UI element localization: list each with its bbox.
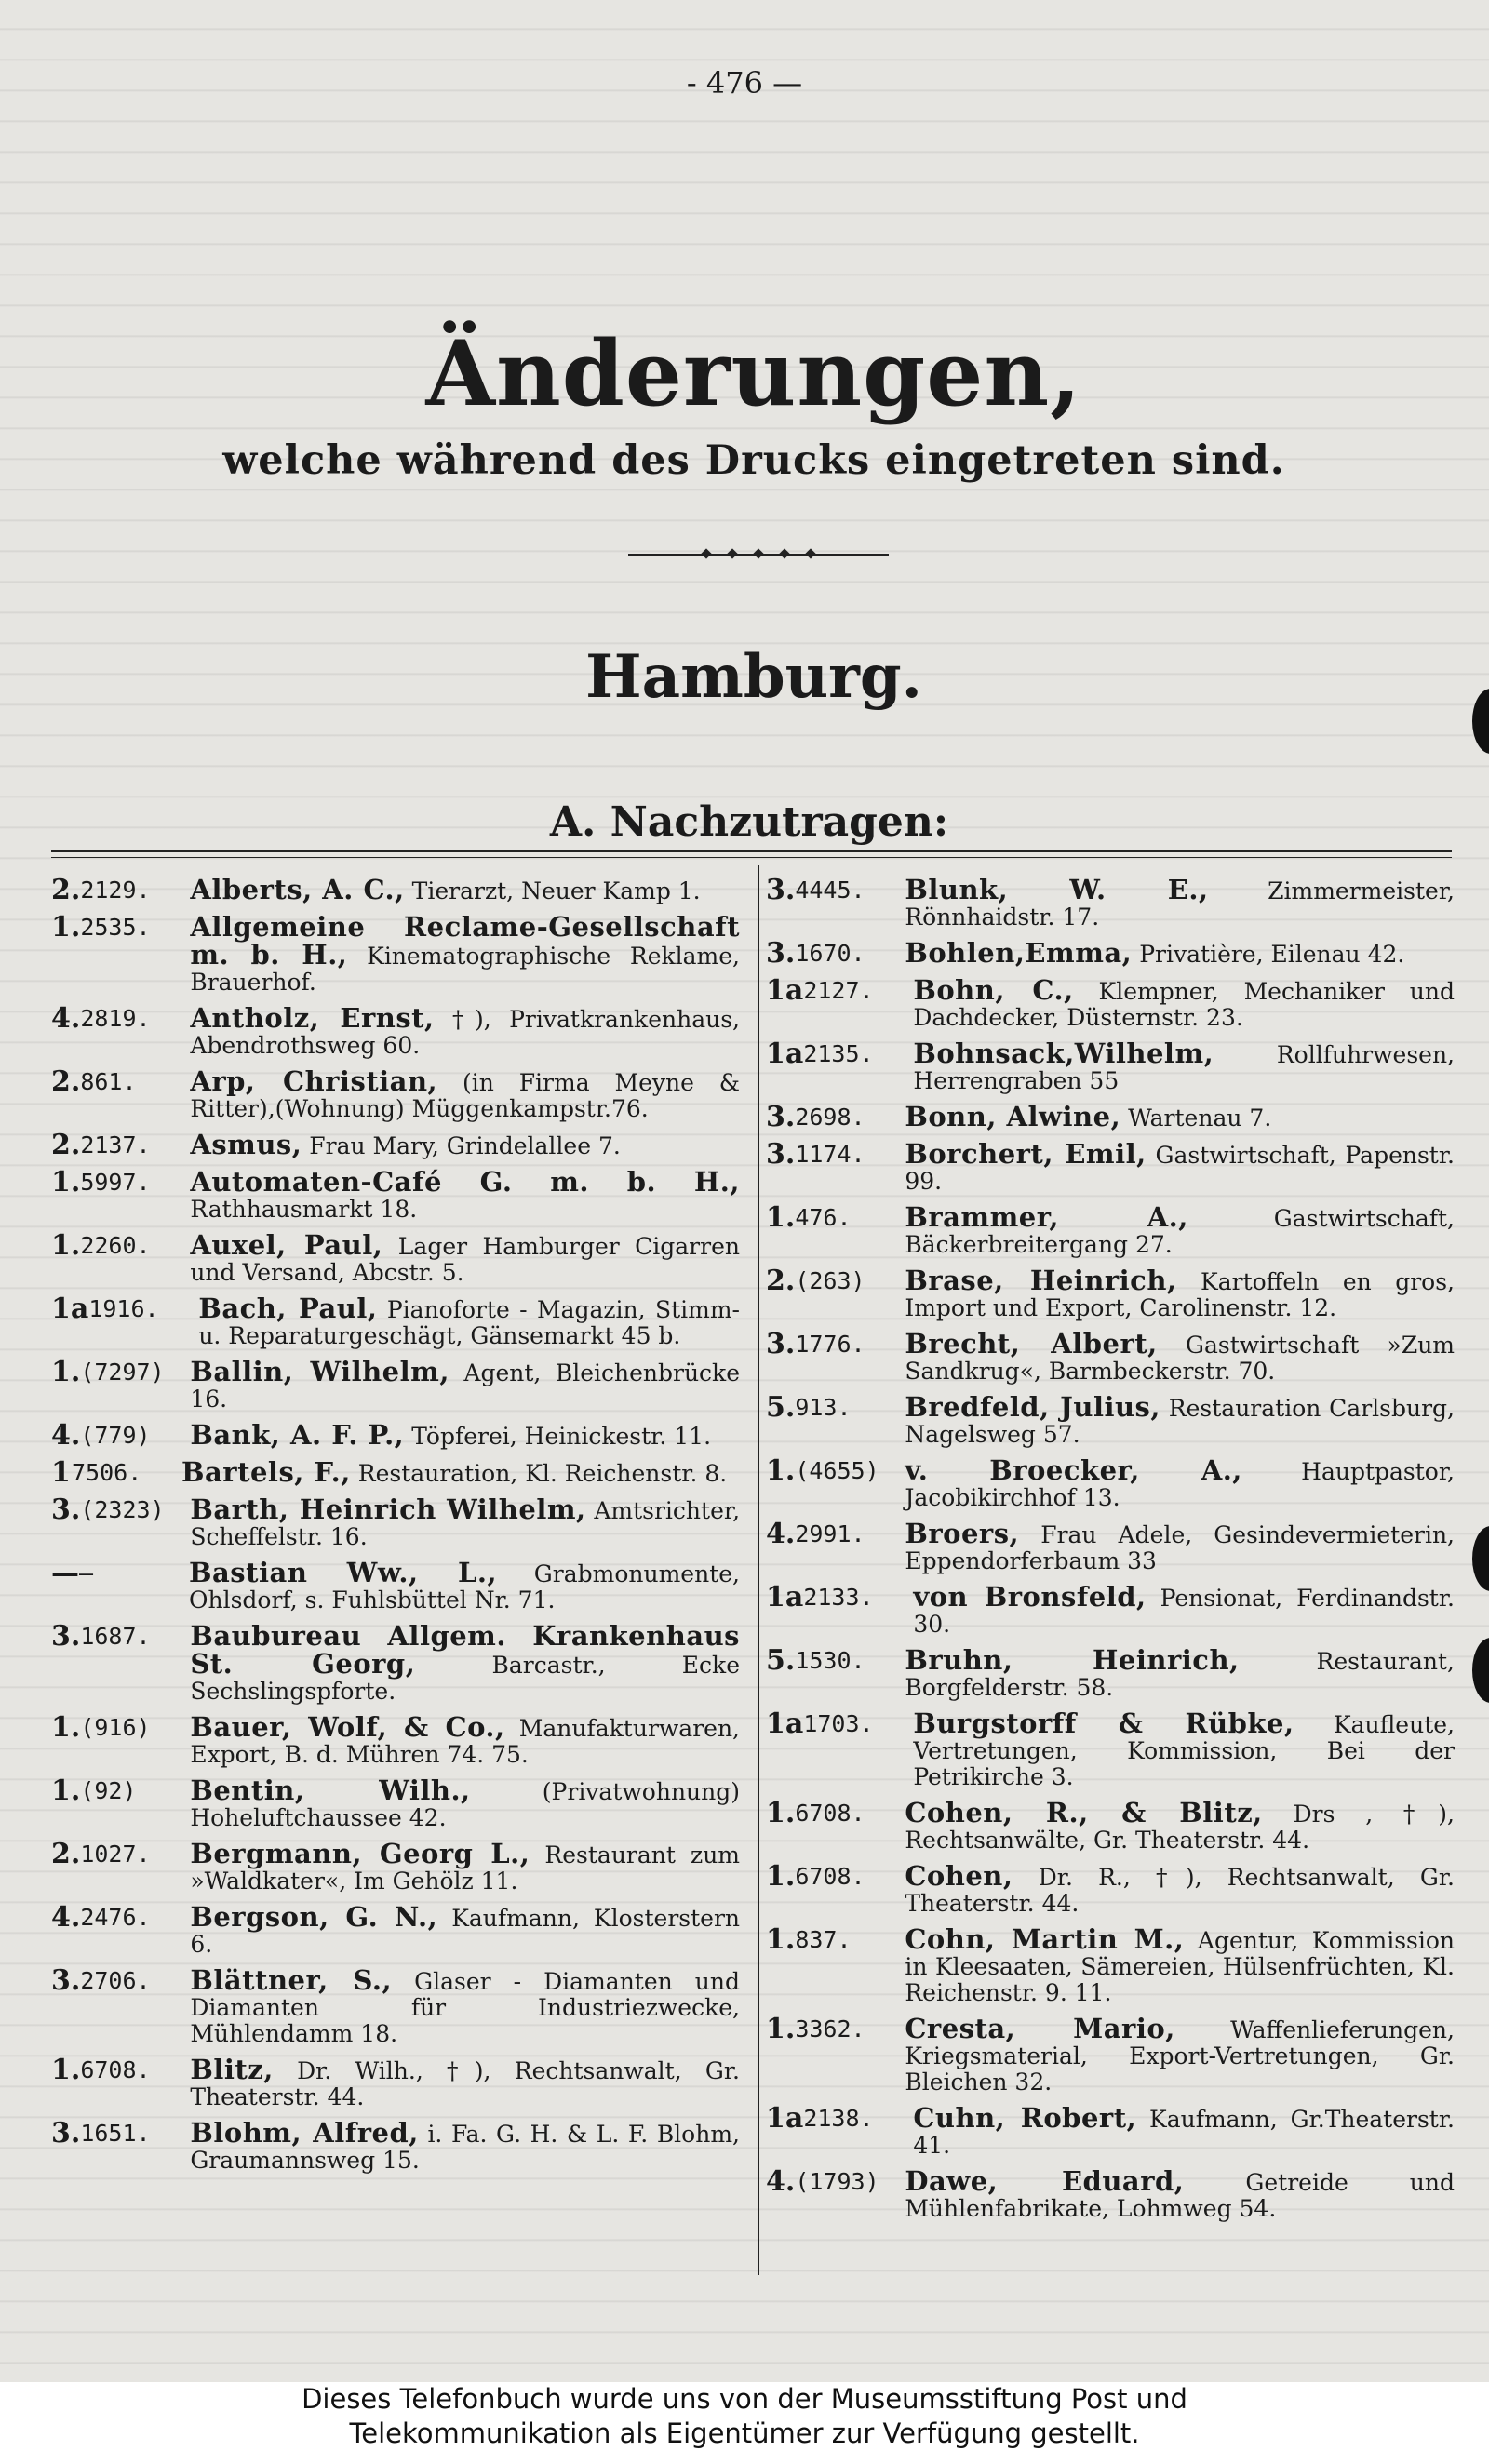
entry-text [905, 1923, 1455, 2006]
entry-details: Restaurant, Borgfelderstr. 58. [905, 1648, 1455, 1701]
directory-entry [766, 1707, 1455, 1790]
exchange-code: 1. [51, 911, 81, 944]
directory-entry [766, 1581, 1455, 1638]
entry-text [905, 1328, 1455, 1385]
exchange-code: 4. [51, 1002, 81, 1035]
directory-entry [51, 1166, 740, 1223]
directory-entry [766, 937, 1455, 970]
phone-number: (263) [795, 1267, 865, 1294]
phone-number: 1174. [795, 1141, 865, 1168]
phone-number: (4655) [795, 1457, 879, 1484]
exchange-code: 2. [51, 874, 81, 906]
phone-number: 1916. [88, 1295, 159, 1322]
entry-details: †), Privatkrankenhaus, Abendrothsweg 60. [190, 1006, 740, 1059]
entry-text [190, 1419, 740, 1451]
entry-details: Dr. R., †), Rechtsanwalt, Gr. Theaterstr. 44. [905, 1864, 1455, 1917]
entry-details: Manufakturwaren, Export, B. d. Mühren 74. 75. [190, 1715, 741, 1768]
entry-name: Cohen, [905, 1860, 1013, 1892]
exchange-code: 3. [766, 937, 796, 970]
entry-details: (in Firma Meyne & Ritter),(Wohnung) Müggenkampstr.76. [190, 1069, 740, 1122]
entry-text [905, 2015, 1455, 2096]
exchange-code: 1. [766, 1797, 796, 1829]
phone-number: 2706. [80, 1967, 151, 1994]
entry-text [905, 1391, 1455, 1448]
entry-name: Bentin, Wilh., [190, 1774, 471, 1806]
entry-name: Dawe, Eduard, [905, 2165, 1185, 2197]
entry-name: Auxel, Paul, [190, 1229, 383, 1261]
phone-number: 2476. [80, 1904, 151, 1931]
entry-name: Bohn, C., [913, 974, 1074, 1006]
entry-name: Allgemeine Reclame-Gesellschaft m. b. H., [190, 911, 740, 971]
entry-name: Cresta, Mario, [905, 2013, 1175, 2044]
entry-name: Baubureau Allgem. Krankenhaus St. Georg, [190, 1620, 740, 1680]
exchange-code: 3. [51, 2117, 81, 2149]
entry-text [198, 1292, 740, 1349]
entry-details: Hauptpastor, Jacobikirchhof 13. [905, 1458, 1455, 1511]
column-divider [758, 865, 759, 2275]
directory-entry [51, 1065, 740, 1122]
exchange-code: 3. [766, 874, 796, 906]
entry-details: Dr. Wilh., †), Rechtsanwalt, Gr. Theaterstr. 44. [190, 2057, 740, 2110]
entry-text [905, 1860, 1455, 1917]
phone-number: 2133. [803, 1584, 874, 1611]
phone-number: 2127. [803, 977, 874, 1004]
entry-text [905, 1267, 1455, 1321]
entry-text [913, 2102, 1455, 2159]
exchange-code: 1. [766, 1860, 796, 1893]
entry-details: Töpferei, Heinickestr. 11. [404, 1423, 712, 1450]
entry-details: Rollfuhrwesen, Herrengraben 55 [913, 1041, 1455, 1094]
exchange-code: 4. [51, 1419, 81, 1452]
entry-name: Alberts, A. C., [190, 874, 405, 905]
entry-text [905, 1201, 1455, 1258]
entry-details: Kaufmann, Gr.Theaterstr. 41. [913, 2106, 1455, 2159]
directory-entry [51, 1292, 740, 1349]
directory-entry [51, 1419, 740, 1452]
entry-text [905, 1644, 1455, 1701]
exchange-code: 1a [766, 1581, 804, 1614]
entry-details: Gastwirtschaft, Papenstr. 99. [905, 1142, 1455, 1195]
entry-details: Agentur, Kommission in Kleesaaten, Sämereien, Hülsenfrüchten, Kl. Reichenstr. 9. 11. [905, 1927, 1455, 2006]
entry-details: Klempner, Mechaniker und Dachdecker, Düsternstr. 23. [913, 978, 1455, 1031]
entry-details: Gastwirtschaft »Zum Sandkrug«, Barmbeckerstr. 70. [905, 1332, 1455, 1385]
page-subtitle: welche während des Drucks eingetreten sind. [222, 437, 1285, 484]
entry-text [190, 1356, 740, 1413]
exchange-code: 3. [51, 1964, 81, 1997]
phone-number: 1027. [80, 1841, 151, 1868]
phone-number: 2135. [803, 1040, 874, 1067]
binding-hole [1472, 1526, 1489, 1591]
entry-name: Ballin, Wilhelm, [190, 1356, 449, 1387]
entry-name: Cohn, Martin M., [905, 1923, 1185, 1955]
entry-name: Bastian Ww., L., [189, 1557, 498, 1588]
entry-text [190, 1838, 741, 1895]
exchange-code: 1. [51, 1711, 81, 1744]
exchange-code: 1. [51, 1229, 81, 1262]
directory-entry [766, 1797, 1455, 1854]
directory-entry [51, 1557, 740, 1614]
exchange-code: 3. [51, 1493, 81, 1526]
exchange-code: 5. [766, 1391, 796, 1424]
entry-text [913, 1581, 1455, 1638]
phone-number: 3362. [795, 2015, 865, 2042]
entry-name: Bartels, F., [181, 1456, 351, 1488]
directory-entry [51, 1901, 740, 1958]
entry-name: Burgstorff & Rübke, [913, 1707, 1294, 1739]
directory-entry [51, 1964, 740, 2047]
entry-name: Automaten-Café G. m. b. H., [190, 1166, 740, 1198]
directory-entry [766, 1201, 1455, 1258]
directory-entry [766, 1040, 1455, 1094]
entry-name: von Bronsfeld, [913, 1581, 1147, 1613]
entry-text [190, 1002, 740, 1059]
phone-number: (2323) [80, 1496, 165, 1523]
directory-entry [766, 1520, 1455, 1574]
entry-name: Bohlen,Emma, [905, 937, 1133, 969]
entry-details: Pianoforte - Magazin, Stimm- u. Reparaturgeschägt, Gänsemarkt 45 b. [198, 1296, 740, 1349]
entry-details: Amtsrichter, Scheffelstr. 16. [190, 1497, 741, 1550]
exchange-code: 2. [51, 1838, 81, 1870]
entry-name: Bruhn, Heinrich, [905, 1644, 1240, 1676]
exchange-code: 1a [51, 1292, 89, 1325]
phone-number: 2698. [795, 1104, 865, 1131]
phone-number: 2819. [80, 1005, 151, 1032]
entry-details: Kaufmann, Klosterstern 6. [190, 1905, 740, 1958]
left-column [51, 874, 741, 2174]
phone-number: 2260. [80, 1232, 151, 1259]
phone-number: 2137. [80, 1132, 151, 1158]
entry-text [190, 1129, 740, 1160]
exchange-code: 4. [51, 1901, 81, 1934]
entry-name: Bredfeld, Julius, [905, 1391, 1160, 1423]
entry-text [190, 874, 740, 905]
directory-entry [51, 1356, 740, 1413]
directory-entry [766, 2015, 1455, 2096]
entry-text [905, 874, 1455, 931]
entry-details: Tierarzt, Neuer Kamp 1. [404, 877, 701, 904]
phone-number: — [79, 1560, 94, 1587]
exchange-code: 3. [766, 1328, 796, 1360]
entry-details: Glaser - Diamanten und Diamanten für Industriezwecke, Mühlendamm 18. [190, 1968, 740, 2047]
directory-entry [766, 1101, 1455, 1133]
phone-number: 5997. [80, 1169, 151, 1196]
phone-number: 4445. [795, 877, 865, 904]
entry-name: Blitz, [190, 2054, 274, 2085]
directory-entry [766, 1138, 1455, 1195]
exchange-code: 3. [766, 1138, 796, 1171]
exchange-code: 4. [766, 2165, 796, 2198]
phone-number: 1776. [795, 1331, 865, 1358]
right-column [766, 874, 1455, 2222]
exchange-code: 1. [766, 1454, 796, 1487]
heading-rule [51, 857, 1452, 858]
phone-number: 6708. [795, 1863, 865, 1890]
entry-name: Bonn, Alwine, [905, 1101, 1121, 1132]
binding-hole [1472, 1638, 1489, 1703]
entry-text [190, 1774, 740, 1831]
exchange-code: 3. [766, 1101, 796, 1133]
entry-text [190, 1964, 740, 2047]
exchange-code: 1a [766, 1038, 804, 1070]
entry-text [905, 937, 1455, 969]
entry-name: v. Broecker, A., [905, 1454, 1242, 1486]
directory-entry [51, 911, 740, 996]
exchange-code: 1a [766, 1707, 804, 1740]
phone-number: 1530. [795, 1647, 865, 1674]
exchange-code: 1. [766, 1201, 796, 1234]
entry-details: Restaurant zum »Waldkater«, Im Gehölz 11. [190, 1841, 741, 1895]
phone-number: (1793) [795, 2168, 879, 2195]
exchange-code: 1. [51, 1166, 81, 1199]
entry-details: Rathhausmarkt 18. [190, 1196, 418, 1223]
entry-details: i. Fa. G. H. & L. F. Blohm, Graumannsweg 15. [190, 2121, 740, 2174]
entry-details: Lager Hamburger Cigarren und Versand, Abcstr. 5. [190, 1233, 740, 1286]
entry-text [190, 1711, 741, 1768]
entry-text [190, 1620, 740, 1705]
directory-entry [766, 1644, 1455, 1701]
footer-notice [0, 2382, 1489, 2464]
phone-number: (779) [80, 1422, 151, 1449]
directory-entry [51, 1620, 740, 1705]
phone-number: 1670. [795, 940, 865, 967]
entry-name: Arp, Christian, [190, 1065, 438, 1097]
phone-number: 837. [795, 1926, 852, 1953]
phone-number: (92) [80, 1777, 137, 1804]
entry-text [905, 1454, 1455, 1511]
entry-name: Bohnsack,Wilhelm, [913, 1038, 1214, 1069]
entry-name: Bauer, Wolf, & Co., [190, 1711, 505, 1743]
directory-entry [51, 1493, 741, 1550]
entry-name: Brase, Heinrich, [905, 1265, 1177, 1296]
entry-details: Kartoffeln en gros, Import und Export, Carolinenstr. 12. [905, 1268, 1455, 1321]
directory-entry [766, 1454, 1455, 1511]
exchange-code: 1. [51, 2054, 81, 2086]
entry-text [190, 1065, 740, 1122]
entry-text [905, 2165, 1455, 2222]
directory-entry [51, 1711, 741, 1768]
phone-number: 1651. [80, 2120, 151, 2147]
exchange-code: — [51, 1557, 79, 1589]
entry-details: Grabmonumente, Ohlsdorf, s. Fuhlsbüttel Nr. 71. [189, 1560, 740, 1614]
entry-text [190, 2117, 740, 2174]
entry-name: Brecht, Albert, [905, 1328, 1158, 1359]
city-heading: Hamburg. [585, 642, 922, 712]
directory-entry [51, 2117, 740, 2174]
footer-line: Dieses Telefonbuch wurde uns von der Museumsstiftung Post und [302, 2383, 1187, 2415]
directory-entry [766, 2102, 1455, 2159]
entry-details: Agent, Bleichenbrücke 16. [190, 1359, 740, 1413]
entry-details: Restauration Carlsburg, Nagelsweg 57. [905, 1395, 1455, 1448]
directory-entry [51, 1456, 740, 1489]
entry-name: Blohm, Alfred, [190, 2117, 419, 2149]
directory-entry [766, 974, 1455, 1031]
directory-entry [51, 874, 740, 906]
phone-number: 2138. [803, 2105, 874, 2132]
entry-name: Bank, A. F. P., [190, 1419, 405, 1451]
entry-text [905, 1138, 1455, 1195]
phone-number: 7506. [72, 1459, 142, 1486]
directory-entry [766, 1391, 1455, 1448]
entry-details: Waffenlieferungen, Kriegsmaterial, Export-Vertretungen, Gr. Bleichen 32. [905, 2016, 1455, 2096]
entry-details: Pensionat, Ferdinandstr. 30. [913, 1585, 1455, 1638]
directory-entry [766, 1328, 1455, 1385]
directory-entry [51, 2056, 740, 2110]
entry-text [913, 1707, 1455, 1790]
entry-name: Bach, Paul, [198, 1292, 378, 1324]
exchange-code: 1 [51, 1456, 71, 1489]
entry-details: Getreide und Mühlenfabrikate, Lohmweg 54. [905, 2169, 1455, 2222]
phone-number: 2991. [795, 1520, 865, 1547]
entry-name: Cohen, R., & Blitz, [905, 1797, 1263, 1828]
page-title: Änderungen, [425, 321, 1082, 426]
entry-details: Kaufleute, Vertretungen, Kommission, Bei der Petrikirche 3. [913, 1711, 1455, 1790]
entry-name: Cuhn, Robert, [913, 2102, 1137, 2134]
phone-number: 861. [80, 1068, 137, 1095]
exchange-code: 1. [766, 2013, 796, 2045]
heading-rule [51, 850, 1452, 852]
directory-entry [51, 1838, 741, 1895]
entry-name: Brammer, A., [905, 1201, 1188, 1233]
directory-entry [51, 1002, 740, 1059]
entry-details: Kinematographische Reklame, Brauerhof. [190, 943, 740, 996]
directory-entry [766, 1267, 1455, 1321]
entry-text [905, 1520, 1455, 1574]
directory-entry [766, 874, 1455, 931]
entry-text [905, 1101, 1455, 1132]
exchange-code: 2. [766, 1265, 796, 1297]
entry-details: Zimmermeister, Rönnhaidstr. 17. [905, 877, 1455, 931]
directory-entry [51, 1129, 740, 1161]
section-heading: A. Nachzutragen: [549, 798, 949, 846]
exchange-code: 3. [51, 1620, 81, 1653]
entry-details: Barcastr., Ecke Sechslingspforte. [190, 1652, 740, 1705]
directory-entry [51, 1774, 740, 1831]
entry-details: Drs , †), Rechtsanwälte, Gr. Theaterstr. 44. [905, 1801, 1455, 1854]
entry-text [190, 911, 740, 996]
page-number: - 476 — [686, 65, 803, 100]
phone-number: (916) [80, 1714, 151, 1741]
footer-line: Telekommunikation als Eigentümer zur Verfügung gestellt. [349, 2417, 1140, 2449]
entry-details: Wartenau 7. [1120, 1105, 1272, 1132]
directory-entry [766, 1923, 1455, 2006]
entry-details: Frau Mary, Grindelallee 7. [302, 1132, 621, 1159]
exchange-code: 5. [766, 1644, 796, 1677]
phone-number: 6708. [795, 1800, 865, 1827]
phone-number: (7297) [80, 1359, 165, 1386]
entry-name: Borchert, Emil, [905, 1138, 1147, 1170]
entry-text [913, 974, 1455, 1031]
phone-number: 913. [795, 1394, 852, 1421]
exchange-code: 1. [766, 1923, 796, 1956]
entry-details: Frau Adele, Gesindevermieterin, Eppendorferbaum 33 [905, 1521, 1455, 1574]
phone-number: 1687. [80, 1623, 151, 1650]
entry-text [190, 1901, 740, 1958]
entry-name: Broers, [905, 1518, 1020, 1549]
entry-name: Bergson, G. N., [190, 1901, 438, 1933]
phone-number: 476. [795, 1204, 852, 1231]
phone-number: 2129. [80, 877, 151, 904]
exchange-code: 1a [766, 974, 804, 1007]
entry-name: Antholz, Ernst, [190, 1002, 435, 1034]
entry-text [189, 1557, 740, 1614]
entry-text [190, 1166, 740, 1223]
entry-details: (Privatwohnung) Hoheluftchaussee 42. [190, 1778, 740, 1831]
entry-text [190, 1493, 741, 1550]
exchange-code: 2. [51, 1129, 81, 1161]
phone-number: 2535. [80, 914, 151, 941]
entry-details: Privatière, Eilenau 42. [1132, 941, 1405, 968]
entry-text [190, 2056, 740, 2110]
directory-entry [766, 2165, 1455, 2222]
directory-entry [51, 1229, 740, 1286]
entry-name: Bergmann, Georg L., [190, 1838, 530, 1869]
exchange-code: 4. [766, 1518, 796, 1550]
phone-number: 1703. [803, 1710, 874, 1737]
phone-number: 6708. [80, 2056, 151, 2083]
entry-name: Blunk, W. E., [905, 874, 1209, 905]
ornament-divider [628, 554, 889, 556]
entry-name: Blättner, S., [190, 1964, 393, 1996]
directory-entry [766, 1860, 1455, 1917]
entry-text [181, 1456, 740, 1488]
exchange-code: 1a [766, 2102, 804, 2135]
exchange-code: 2. [51, 1065, 81, 1098]
entry-text [190, 1229, 740, 1286]
exchange-code: 1. [51, 1356, 81, 1388]
entry-name: Barth, Heinrich Wilhelm, [190, 1493, 586, 1525]
exchange-code: 1. [51, 1774, 81, 1807]
entry-text [905, 1797, 1455, 1854]
entry-details: Restauration, Kl. Reichenstr. 8. [350, 1460, 728, 1487]
entry-name: Asmus, [190, 1129, 302, 1160]
entry-text [913, 1040, 1455, 1094]
entry-details: Gastwirtschaft, Bäckerbreitergang 27. [905, 1205, 1455, 1258]
